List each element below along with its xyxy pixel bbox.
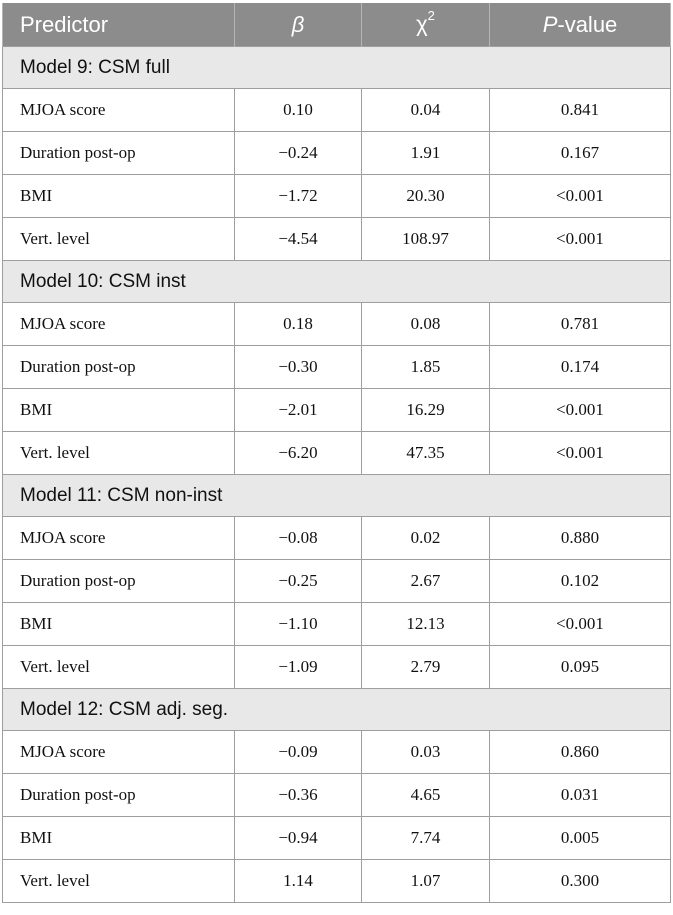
model-group-title: Model 9: CSM full (3, 47, 671, 89)
p-value-cell: 0.095 (490, 646, 671, 689)
chi-square-cell: 0.04 (362, 89, 490, 132)
header-p-value (490, 3, 671, 47)
beta-cell: −6.20 (235, 432, 362, 475)
beta-cell: 0.10 (235, 89, 362, 132)
table-row (3, 817, 671, 860)
predictor-cell: Duration post-op (3, 774, 235, 817)
predictor-cell: BMI (3, 175, 235, 218)
table-row (3, 646, 671, 689)
model-group-title: Model 12: CSM adj. seg. (3, 689, 671, 731)
p-value-cell: 0.167 (490, 132, 671, 175)
chi-square-cell: 20.30 (362, 175, 490, 218)
p-value-cell: 0.300 (490, 860, 671, 903)
table-row (3, 731, 671, 774)
predictor-cell: Vert. level (3, 218, 235, 261)
p-value-cell: 0.031 (490, 774, 671, 817)
beta-cell: −1.72 (235, 175, 362, 218)
table-row (3, 303, 671, 346)
model-group-title: Model 10: CSM inst (3, 261, 671, 303)
predictor-cell: Duration post-op (3, 132, 235, 175)
beta-cell: 1.14 (235, 860, 362, 903)
table-row (3, 389, 671, 432)
chi-square-cell: 1.07 (362, 860, 490, 903)
chi-square-cell: 0.02 (362, 517, 490, 560)
table-body (3, 47, 671, 903)
table-row (3, 774, 671, 817)
beta-cell: −0.36 (235, 774, 362, 817)
p-value-cell: 0.841 (490, 89, 671, 132)
chi-square-cell: 0.03 (362, 731, 490, 774)
chi-square-cell: 16.29 (362, 389, 490, 432)
table-row (3, 560, 671, 603)
chi-square-cell: 4.65 (362, 774, 490, 817)
p-value-cell: <0.001 (490, 175, 671, 218)
predictor-cell: MJOA score (3, 303, 235, 346)
model-group-row (3, 689, 671, 731)
p-value-cell: <0.001 (490, 389, 671, 432)
header-beta (235, 3, 362, 47)
beta-cell: −0.25 (235, 560, 362, 603)
beta-cell: −0.94 (235, 817, 362, 860)
header-row (3, 3, 671, 47)
beta-cell: −2.01 (235, 389, 362, 432)
table-row (3, 218, 671, 261)
beta-cell: −0.30 (235, 346, 362, 389)
header-predictor: Predictor (3, 3, 235, 47)
chi-square-cell: 47.35 (362, 432, 490, 475)
beta-cell: −4.54 (235, 218, 362, 261)
beta-cell: −0.09 (235, 731, 362, 774)
header-p-italic: P (542, 11, 558, 37)
predictor-cell: Duration post-op (3, 560, 235, 603)
p-value-cell: 0.860 (490, 731, 671, 774)
model-group-row (3, 475, 671, 517)
chi-square-cell: 1.85 (362, 346, 490, 389)
chi-square-cell: 7.74 (362, 817, 490, 860)
table-row (3, 603, 671, 646)
beta-cell: −0.08 (235, 517, 362, 560)
p-value-cell: 0.781 (490, 303, 671, 346)
chi-square-cell: 108.97 (362, 218, 490, 261)
predictor-cell: Vert. level (3, 860, 235, 903)
table-row (3, 517, 671, 560)
predictor-cell: Duration post-op (3, 346, 235, 389)
predictor-cell: Vert. level (3, 432, 235, 475)
header-chi-superscript: 2 (427, 8, 435, 24)
regression-table (2, 3, 671, 903)
table-header (3, 3, 671, 47)
predictor-cell: Vert. level (3, 646, 235, 689)
chi-square-cell: 2.79 (362, 646, 490, 689)
p-value-cell: <0.001 (490, 603, 671, 646)
predictor-cell: MJOA score (3, 731, 235, 774)
table-row (3, 132, 671, 175)
chi-square-cell: 2.67 (362, 560, 490, 603)
table-row (3, 346, 671, 389)
header-chi-square (362, 3, 490, 47)
beta-cell: −1.10 (235, 603, 362, 646)
model-group-row (3, 47, 671, 89)
p-value-cell: <0.001 (490, 218, 671, 261)
table-row (3, 432, 671, 475)
table-row (3, 89, 671, 132)
model-group-row (3, 261, 671, 303)
predictor-cell: BMI (3, 389, 235, 432)
p-value-cell: 0.880 (490, 517, 671, 560)
beta-cell: −1.09 (235, 646, 362, 689)
model-group-title: Model 11: CSM non-inst (3, 475, 671, 517)
header-beta-symbol: β (291, 11, 305, 37)
header-chi-symbol: χ (416, 11, 428, 37)
p-value-cell: 0.005 (490, 817, 671, 860)
header-p-rest: -value (557, 11, 618, 37)
predictor-cell: BMI (3, 817, 235, 860)
chi-square-cell: 0.08 (362, 303, 490, 346)
p-value-cell: 0.174 (490, 346, 671, 389)
predictor-cell: MJOA score (3, 89, 235, 132)
beta-cell: −0.24 (235, 132, 362, 175)
predictor-cell: MJOA score (3, 517, 235, 560)
chi-square-cell: 12.13 (362, 603, 490, 646)
table-row (3, 860, 671, 903)
predictor-cell: BMI (3, 603, 235, 646)
table-row (3, 175, 671, 218)
chi-square-cell: 1.91 (362, 132, 490, 175)
p-value-cell: 0.102 (490, 560, 671, 603)
p-value-cell: <0.001 (490, 432, 671, 475)
beta-cell: 0.18 (235, 303, 362, 346)
